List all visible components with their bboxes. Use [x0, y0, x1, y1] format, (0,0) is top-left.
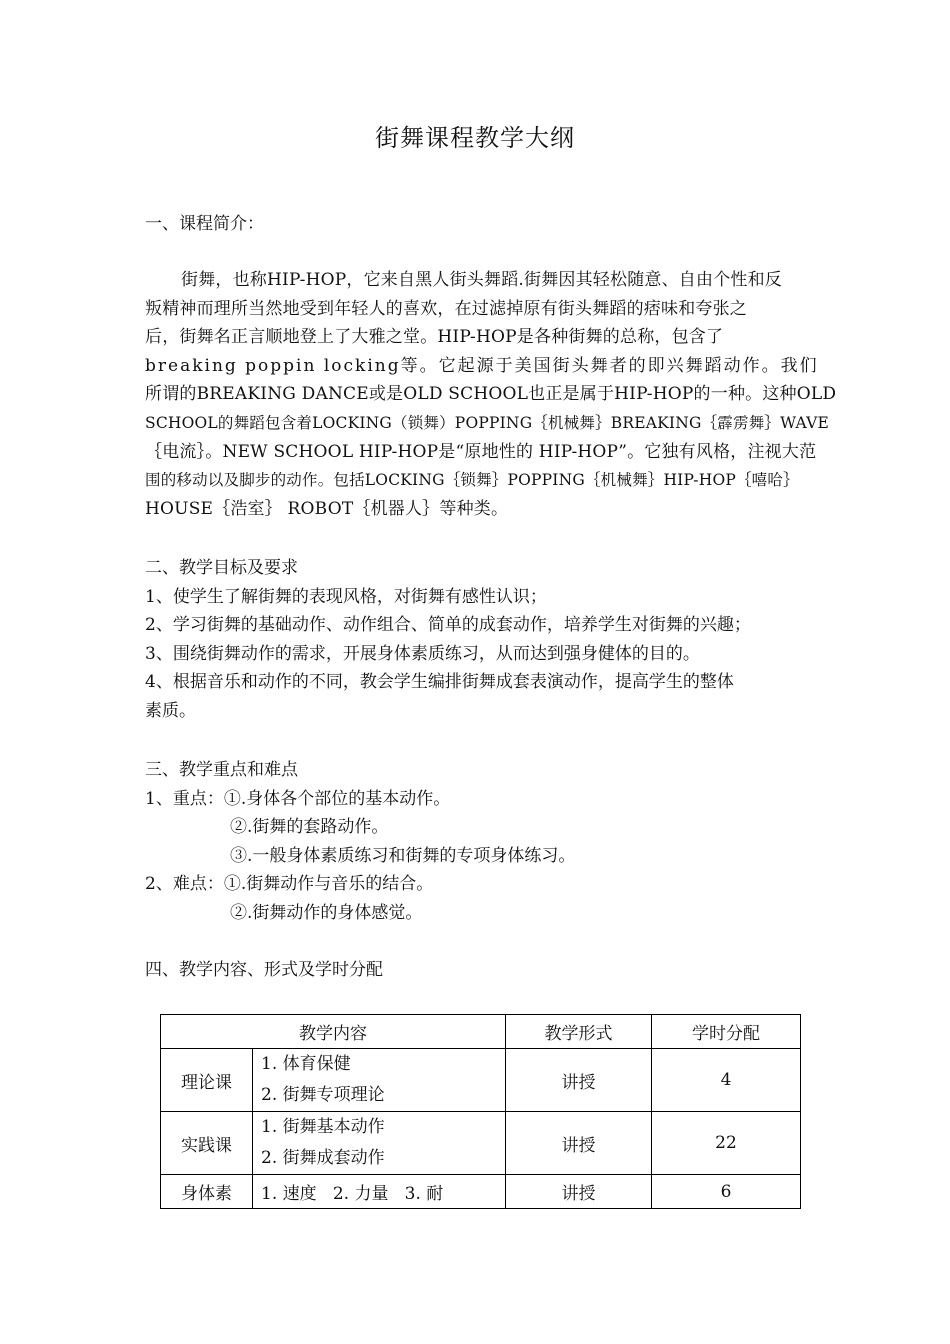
- category-cell: 理论课: [161, 1049, 253, 1112]
- paragraph-line: 街舞，也称HIP-HOP，它来自黑人街头舞蹈.街舞因其轻松随意、自由个性和反: [181, 270, 782, 290]
- section3-heading: 三、教学重点和难点: [145, 760, 298, 780]
- section4-heading: 四、教学内容、形式及学时分配: [145, 960, 383, 980]
- section2: [145, 554, 810, 726]
- content-item: 1. 体育保健: [261, 1054, 351, 1074]
- category-cell: 身体素: [161, 1175, 253, 1209]
- schedule-table: [160, 1014, 801, 1209]
- hours-cell: 6: [652, 1175, 801, 1209]
- document-title: 街舞课程教学大纲: [375, 124, 575, 152]
- paragraph-line: 围的移动以及脚步的动作。包括LOCKING｛锁舞｝POPPING｛机械舞｝HIP-HOP｛嘻哈｝: [145, 471, 799, 490]
- goal-item: 素质。: [145, 700, 196, 721]
- key-point: ①.身体各个部位的基本动作。: [223, 788, 451, 809]
- form-cell: 讲授: [506, 1112, 652, 1175]
- hours-cell: 22: [652, 1112, 801, 1175]
- category-cell: 实践课: [161, 1112, 253, 1175]
- paragraph-line: 所谓的BREAKING DANCE或是OLD SCHOOL也正是属于HIP-HOP的一种。这种OLD: [145, 384, 837, 405]
- paragraph-line: 后，街舞名正言顺地登上了大雅之堂。HIP-HOP是各种街舞的总称，包含了: [145, 327, 724, 348]
- paragraph-line: 叛精神而理所当然地受到年轻人的喜欢，在过滤掉原有街头舞蹈的痞味和夸张之: [145, 298, 747, 319]
- table-header-cell: 教学形式: [506, 1015, 652, 1049]
- table-header-row: [161, 1015, 801, 1049]
- table-row: [161, 1112, 801, 1175]
- form-cell: 讲授: [506, 1175, 652, 1209]
- content-cell: 1. 速度 2. 力量 3. 耐: [253, 1175, 506, 1209]
- hard-label: 2、难点：: [145, 874, 224, 895]
- goal-item: 2、学习街舞的基础动作、动作组合、简单的成套动作，培养学生对街舞的兴趣；: [145, 615, 751, 636]
- key-point-row: [145, 785, 810, 814]
- content-item: 2. 街舞成套动作: [261, 1148, 385, 1168]
- paragraph-line: HOUSE｛浩室｝ ROBOT｛机器人｝等种类。: [145, 498, 509, 519]
- hard-point: ①.街舞动作与音乐的结合。: [223, 874, 434, 895]
- hard-point: ②.街舞动作的身体感觉。: [230, 902, 423, 923]
- paragraph-line: ｛电流｝。NEW SCHOOL HIP-HOP是“原地性的 HIP-HOP”。它独有风格，注视大范: [145, 441, 817, 462]
- paragraph-line: SCHOOL的舞蹈包含着LOCKING（锁舞）POPPING｛机械舞｝BREAKING｛霹雳舞｝WAVE: [145, 413, 829, 432]
- table-header-cell: 教学内容: [161, 1015, 506, 1049]
- goal-item: 1、使学生了解街舞的表现风格，对街舞有感性认识；: [145, 586, 547, 607]
- table-row: [161, 1175, 801, 1209]
- table-row: [161, 1049, 801, 1112]
- section2-heading: 二、教学目标及要求: [145, 558, 298, 578]
- section3: [145, 756, 810, 928]
- form-cell: 讲授: [506, 1049, 652, 1112]
- key-point: ②.街舞的套路动作。: [230, 817, 389, 838]
- hours-cell: 4: [652, 1049, 801, 1112]
- key-label: 1、重点：: [145, 788, 224, 809]
- goal-item: 4、根据音乐和动作的不同，教会学生编排街舞成套表演动作，提高学生的整体: [145, 672, 734, 693]
- table-header-cell: 学时分配: [652, 1015, 801, 1049]
- section1-heading: 一、课程简介：: [145, 214, 264, 234]
- content-cell: [253, 1049, 506, 1112]
- hard-point-row: [145, 870, 810, 899]
- goal-item: 3、围绕街舞动作的需求，开展身体素质练习，从而达到强身健体的目的。: [145, 643, 700, 664]
- content-item: 2. 街舞专项理论: [261, 1085, 385, 1105]
- content-item: 1. 街舞基本动作: [261, 1117, 385, 1137]
- content-cell: [253, 1112, 506, 1175]
- section1-body: [145, 266, 837, 523]
- key-point: ③.一般身体素质练习和街舞的专项身体练习。: [230, 845, 576, 866]
- paragraph-line: breaking poppin locking等。它起源于美国街头舞者的即兴舞蹈动作。我们: [145, 355, 819, 376]
